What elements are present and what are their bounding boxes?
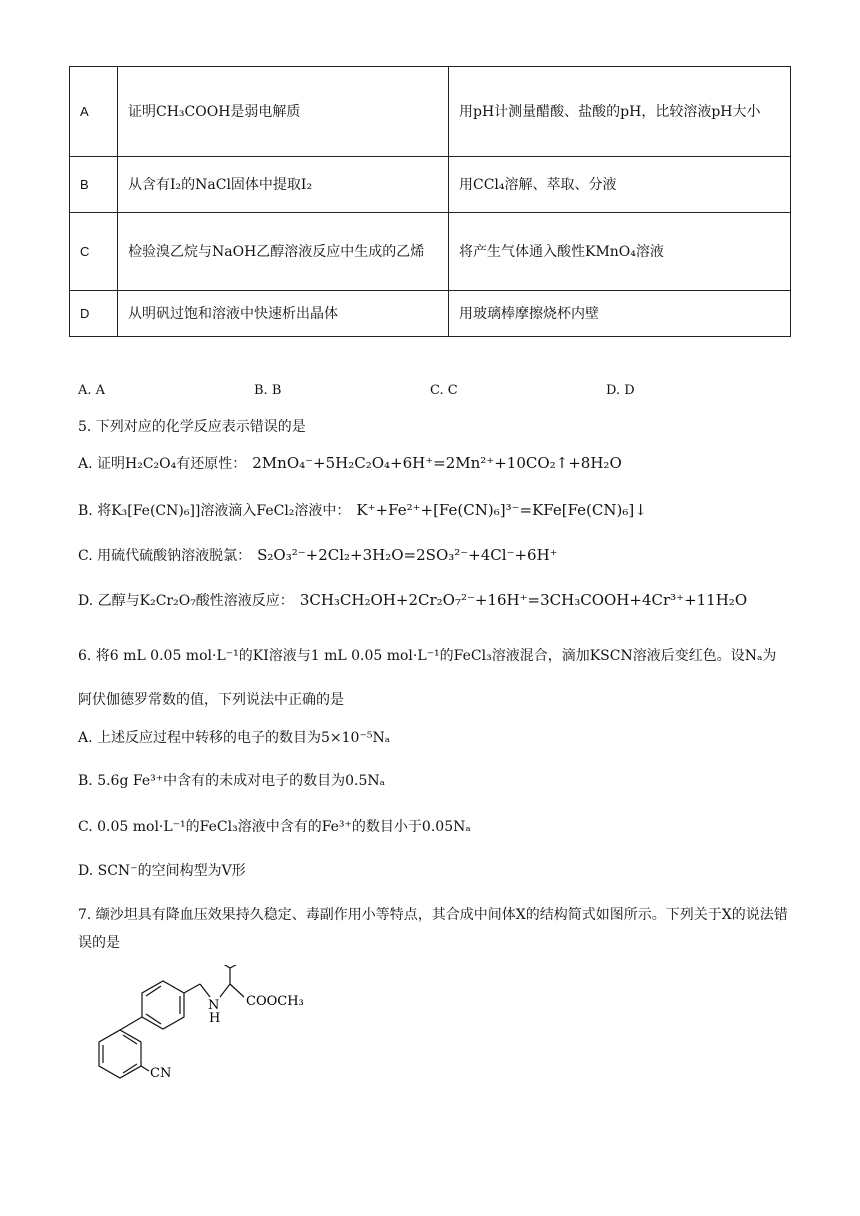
experiment-table: [69, 66, 791, 337]
q5-option-c: [78, 545, 558, 565]
amine-h-label: H: [209, 1011, 221, 1026]
q6-option-c: C. 0.05 mol·L⁻¹的FeCl₃溶液中含有的Fe³⁺的数目小于0.05Nₐ: [78, 819, 471, 835]
row-method: 用pH计测量醋酸、盐酸的pH，比较溶液pH大小: [449, 67, 791, 157]
amine-n-label: N: [208, 998, 220, 1013]
row-purpose: 检验溴乙烷与NaOH乙醇溶液反应中生成的乙烯: [118, 213, 449, 291]
cyano-label: CN: [150, 1066, 172, 1081]
structure-diagram: [70, 965, 370, 1095]
table-row: [70, 157, 791, 213]
q5-stem: 5. 下列对应的化学反应表示错误的是: [78, 419, 306, 435]
table-row: [70, 67, 791, 157]
option-label: A. 证明H₂C₂O₄有还原性：: [78, 456, 247, 472]
row-letter: C: [70, 213, 118, 291]
row-letter: B: [70, 157, 118, 213]
q5-option-d: [78, 590, 747, 610]
q4-choice-d: D. D: [606, 383, 635, 398]
row-method: 将产生气体通入酸性KMnO₄溶液: [449, 213, 791, 291]
q7-stem: 7. 缬沙坦具有降血压效果持久稳定、毒副作用小等特点，其合成中间体X的结构简式如图所示。下列关于X的说法错误的是: [78, 907, 788, 951]
q6-option-a: A. 上述反应过程中转移的电子的数目为5×10⁻⁵Nₐ: [78, 730, 391, 746]
benzene-ring-lower: [99, 1030, 141, 1078]
row-letter: D: [70, 291, 118, 337]
row-method: 用玻璃棒摩擦烧杯内壁: [449, 291, 791, 337]
row-purpose: 从含有I₂的NaCl固体中提取I₂: [118, 157, 449, 213]
row-letter: A: [70, 67, 118, 157]
equation: S₂O₃²⁻+2Cl₂+3H₂O=2SO₃²⁻+4Cl⁻+6H⁺: [257, 546, 558, 564]
q4-choice-c: C. C: [430, 383, 458, 398]
table-row: [70, 213, 791, 291]
option-label: D. 乙醇与K₂Cr₂O₇酸性溶液反应：: [78, 593, 294, 609]
ester-label: COOCH₃: [246, 994, 304, 1009]
q4-choice-b: B. B: [254, 383, 282, 398]
equation: 3CH₃CH₂OH+2Cr₂O₇²⁻+16H⁺=3CH₃COOH+4Cr³⁺+11H₂O: [299, 591, 748, 609]
row-method: 用CCl₄溶解、萃取、分液: [449, 157, 791, 213]
benzene-ring-upper: [142, 981, 184, 1029]
equation: 2MnO₄⁻+5H₂C₂O₄+6H⁺=2Mn²⁺+10CO₂↑+8H₂O: [252, 454, 622, 472]
q5-option-a: [78, 453, 622, 473]
option-label: B. 将K₃[Fe(CN)₆]]溶液滴入FeCl₂溶液中：: [78, 503, 351, 519]
q6-option-b: B. 5.6g Fe³⁺中含有的未成对电子的数目为0.5Nₐ: [78, 773, 386, 789]
q5-option-b: [78, 500, 647, 520]
q6-stem: 6. 将6 mL 0.05 mol·L⁻¹的KI溶液与1 mL 0.05 mol·L⁻¹的FeCl₃溶液混合，滴加KSCN溶液后变红色。设Nₐ为阿伏伽德罗常数的值，下列说法中正确的是: [78, 648, 777, 708]
row-purpose: 证明CH₃COOH是弱电解质: [118, 67, 449, 157]
table-row: [70, 291, 791, 337]
row-purpose: 从明矾过饱和溶液中快速析出晶体: [118, 291, 449, 337]
q4-choice-a: A. A: [78, 383, 106, 398]
q6-option-d: D. SCN⁻的空间构型为V形: [78, 863, 246, 879]
option-label: C. 用硫代硫酸钠溶液脱氯：: [78, 548, 252, 564]
equation: K⁺+Fe²⁺+[Fe(CN)₆]³⁻=KFe[Fe(CN)₆]↓: [356, 501, 647, 519]
